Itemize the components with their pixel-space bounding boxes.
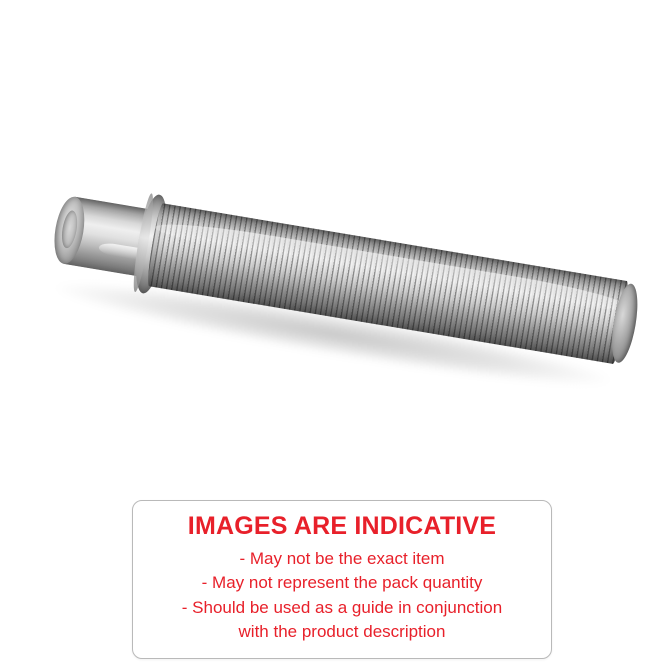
- pulley-toothed-barrel: [145, 203, 630, 365]
- indicative-images-notice: [132, 500, 552, 659]
- pulley-teeth: [145, 203, 630, 365]
- notice-line-4: with the product description: [238, 621, 446, 641]
- notice-line-2: - May not represent the pack quantity: [201, 573, 483, 593]
- pulley-assembly: [28, 163, 646, 420]
- notice-line-3: - Should be used as a guide in conjunction: [181, 597, 503, 617]
- notice-line-1: - May not be the exact item: [239, 549, 445, 569]
- notice-title: IMAGES ARE INDICATIVE: [187, 512, 497, 540]
